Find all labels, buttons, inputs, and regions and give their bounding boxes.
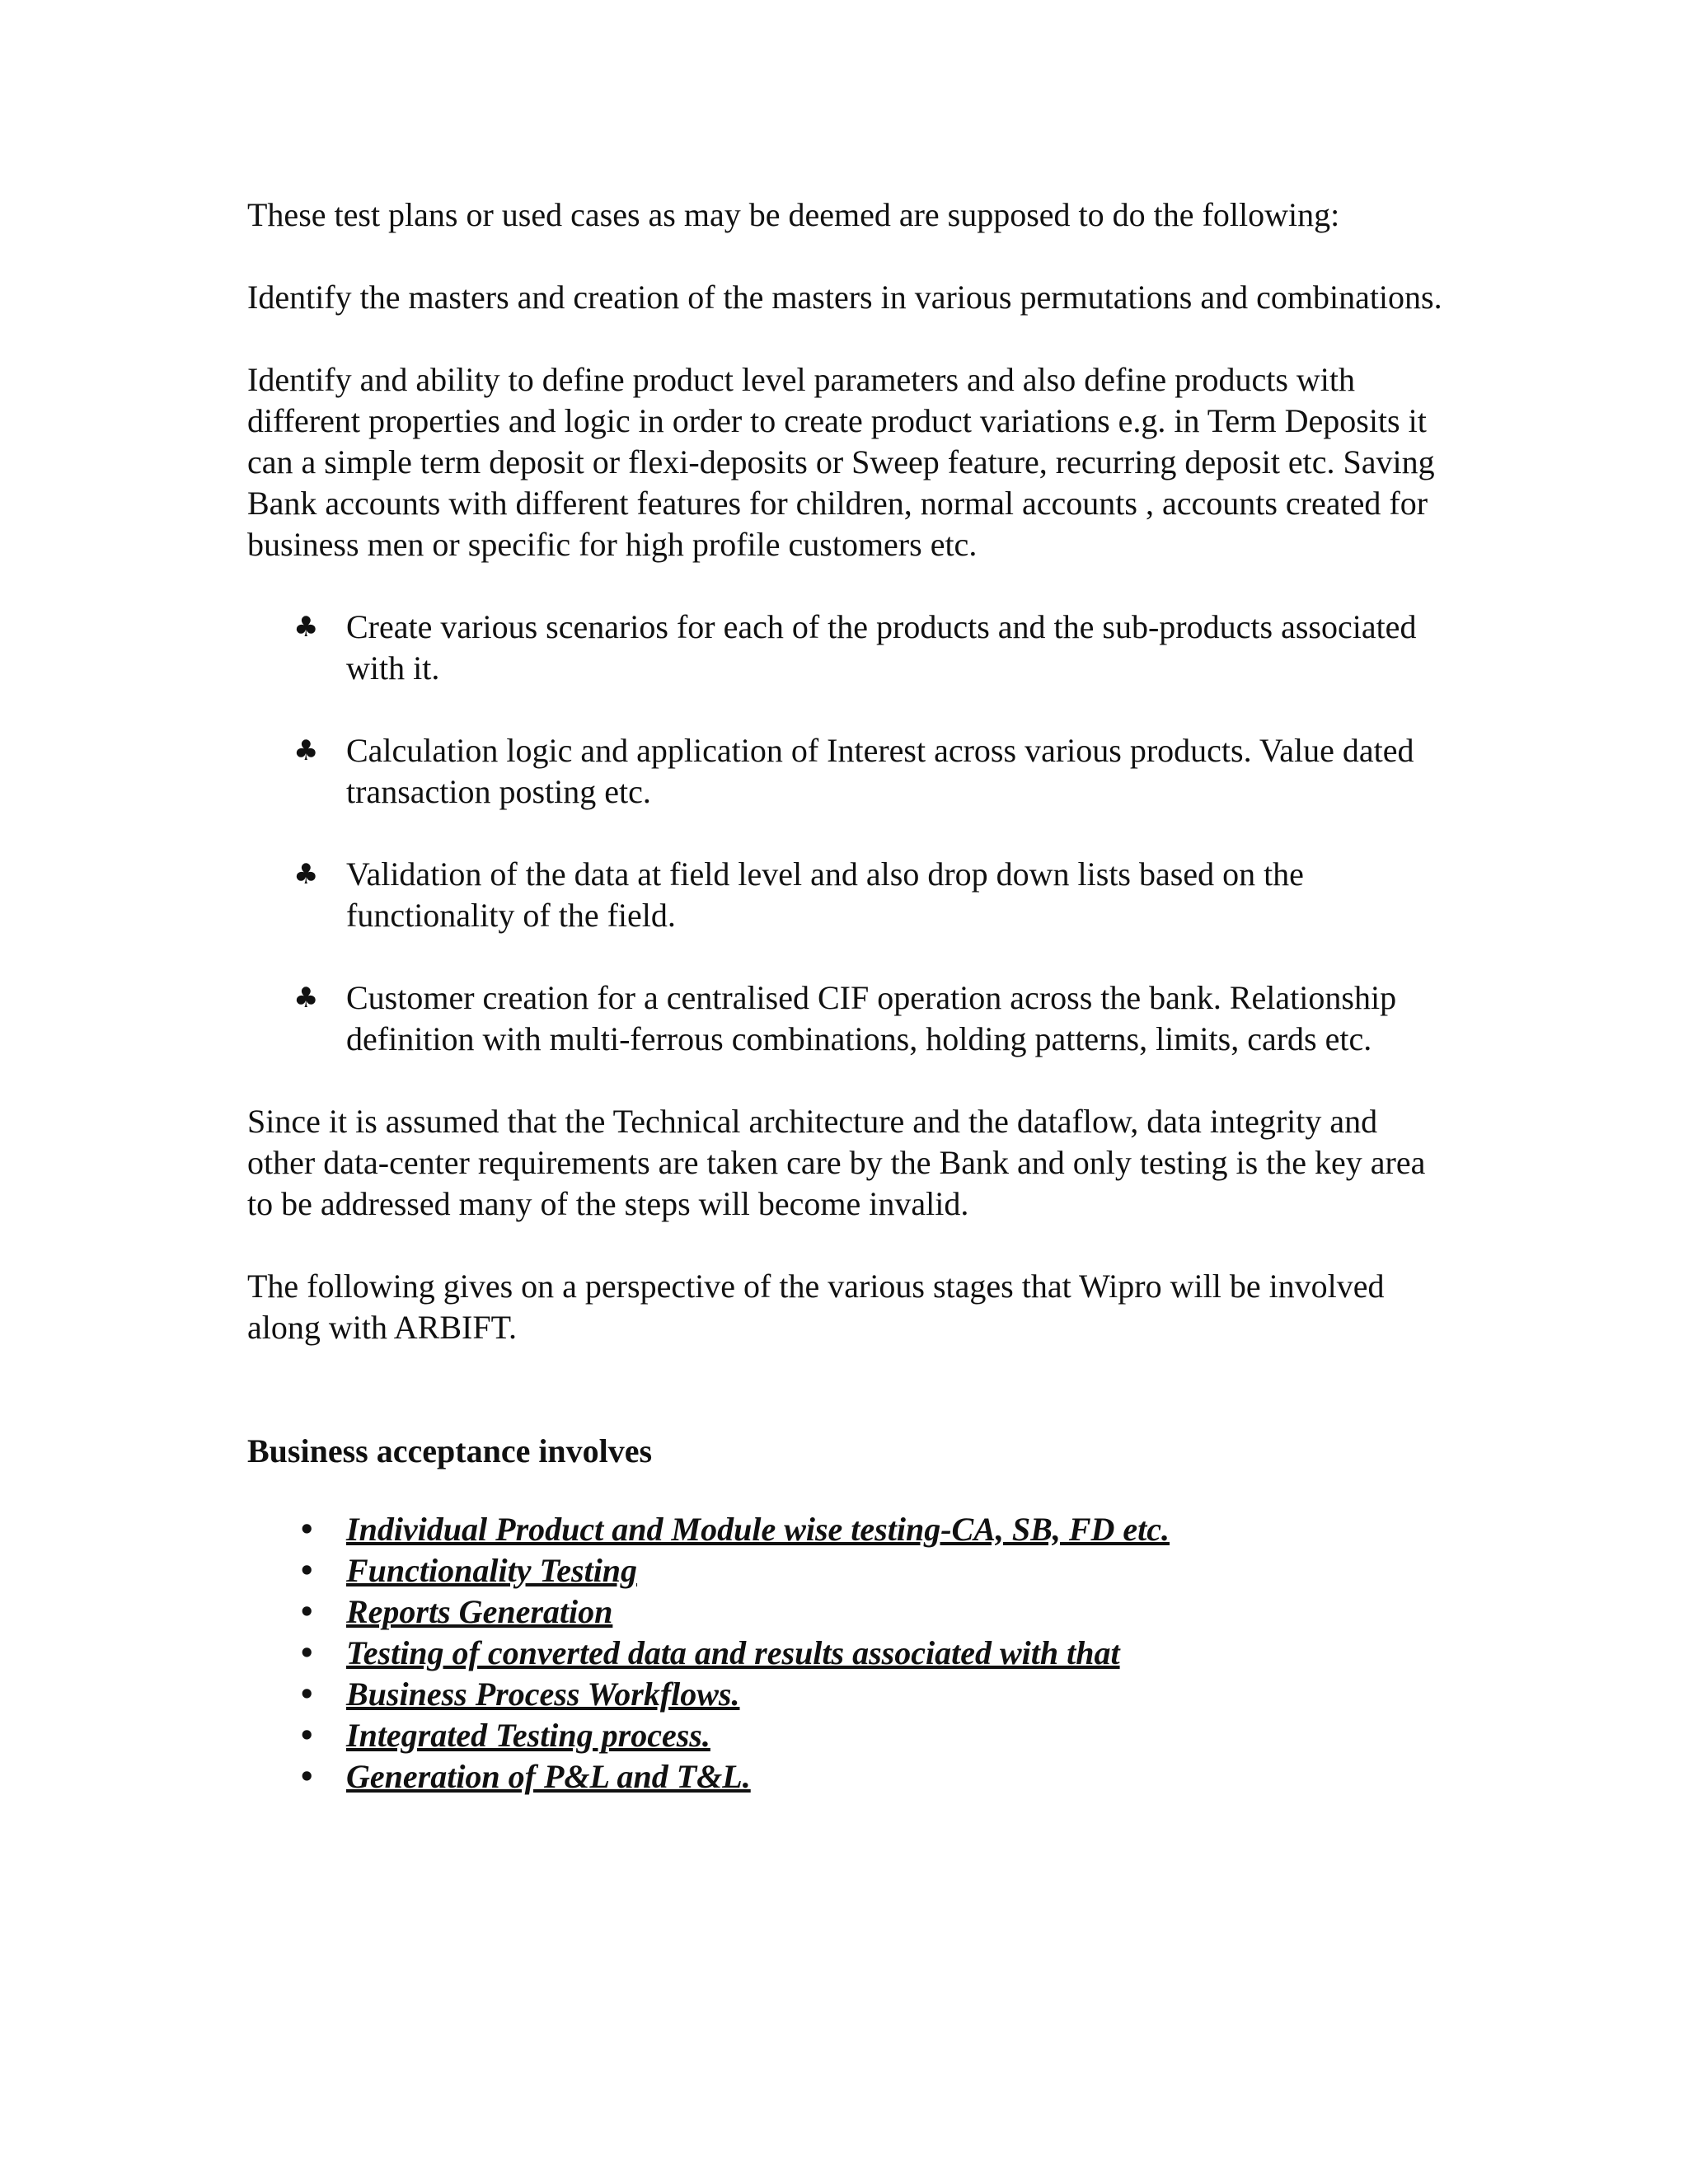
list-item xyxy=(247,607,1451,689)
bullet-icon: • xyxy=(298,1761,316,1793)
list-item-text: Create various scenarios for each of the products and the sub-products associated with it. xyxy=(346,608,1417,687)
masters-paragraph: Identify the masters and creation of the masters in various permutations and combinations. xyxy=(247,279,1442,316)
products-paragraph: Identify and ability to define product level parameters and also define products with different properties and logic in order to create product variations e.g. in Term Deposits it can a simple term deposit or flexi-deposits or Sweep feature, recurring deposit etc. Saving Bank accounts with different features for children, normal accounts , accounts created for business men or specific for high profile customers etc. xyxy=(247,361,1435,563)
list-item-text: Calculation logic and application of Interest across various products. Value dated transaction posting etc. xyxy=(346,732,1414,810)
bullet-icon: • xyxy=(298,1514,316,1545)
bullet-icon: • xyxy=(298,1596,316,1628)
list-item xyxy=(247,1509,1451,1550)
scenario-list xyxy=(247,607,1451,1060)
document-page xyxy=(247,194,1451,1797)
list-item-text: Integrated Testing process. xyxy=(346,1717,710,1754)
list-item xyxy=(247,1674,1451,1715)
list-item xyxy=(247,730,1451,813)
list-item-text: Customer creation for a centralised CIF operation across the bank. Relationship definition with multi-ferrous combinations, holding patterns, limits, cards etc. xyxy=(346,979,1397,1057)
assumption-paragraph: Since it is assumed that the Technical architecture and the dataflow, data integrity and other data-center requirements are taken care by the Bank and only testing is the key area to be addressed many of the steps will become invalid. xyxy=(247,1103,1426,1222)
list-item-text: Business Process Workflows. xyxy=(346,1675,740,1713)
list-item xyxy=(247,1591,1451,1633)
club-bullet-icon: ♣ xyxy=(293,982,319,1015)
list-item xyxy=(247,854,1451,936)
business-acceptance-heading: Business acceptance involves xyxy=(247,1432,653,1469)
perspective-paragraph: The following gives on a perspective of the various stages that Wipro will be involved along with ARBIFT. xyxy=(247,1268,1385,1346)
list-item xyxy=(247,1550,1451,1591)
club-bullet-icon: ♣ xyxy=(293,611,319,644)
bullet-icon: • xyxy=(298,1555,316,1586)
list-item xyxy=(247,1633,1451,1674)
list-item-text: Validation of the data at field level and also drop down lists based on the functionality of the field. xyxy=(346,855,1304,934)
list-item xyxy=(247,1756,1451,1797)
club-bullet-icon: ♣ xyxy=(293,858,319,891)
bullet-icon: • xyxy=(298,1638,316,1669)
list-item-text: Reports Generation xyxy=(346,1593,613,1630)
bullet-icon: • xyxy=(298,1720,316,1751)
list-item-text: Testing of converted data and results associated with that xyxy=(346,1634,1120,1671)
bullet-icon: • xyxy=(298,1679,316,1710)
intro-paragraph: These test plans or used cases as may be deemed are supposed to do the following: xyxy=(247,196,1340,233)
list-item-text: Generation of P&L and T&L. xyxy=(346,1758,751,1795)
list-item-text: Functionality Testing xyxy=(346,1552,638,1589)
list-item-text: Individual Product and Module wise testing-CA, SB, FD etc. xyxy=(346,1511,1170,1548)
list-item xyxy=(247,1715,1451,1756)
business-acceptance-list xyxy=(247,1509,1451,1797)
list-item xyxy=(247,977,1451,1060)
club-bullet-icon: ♣ xyxy=(293,734,319,767)
